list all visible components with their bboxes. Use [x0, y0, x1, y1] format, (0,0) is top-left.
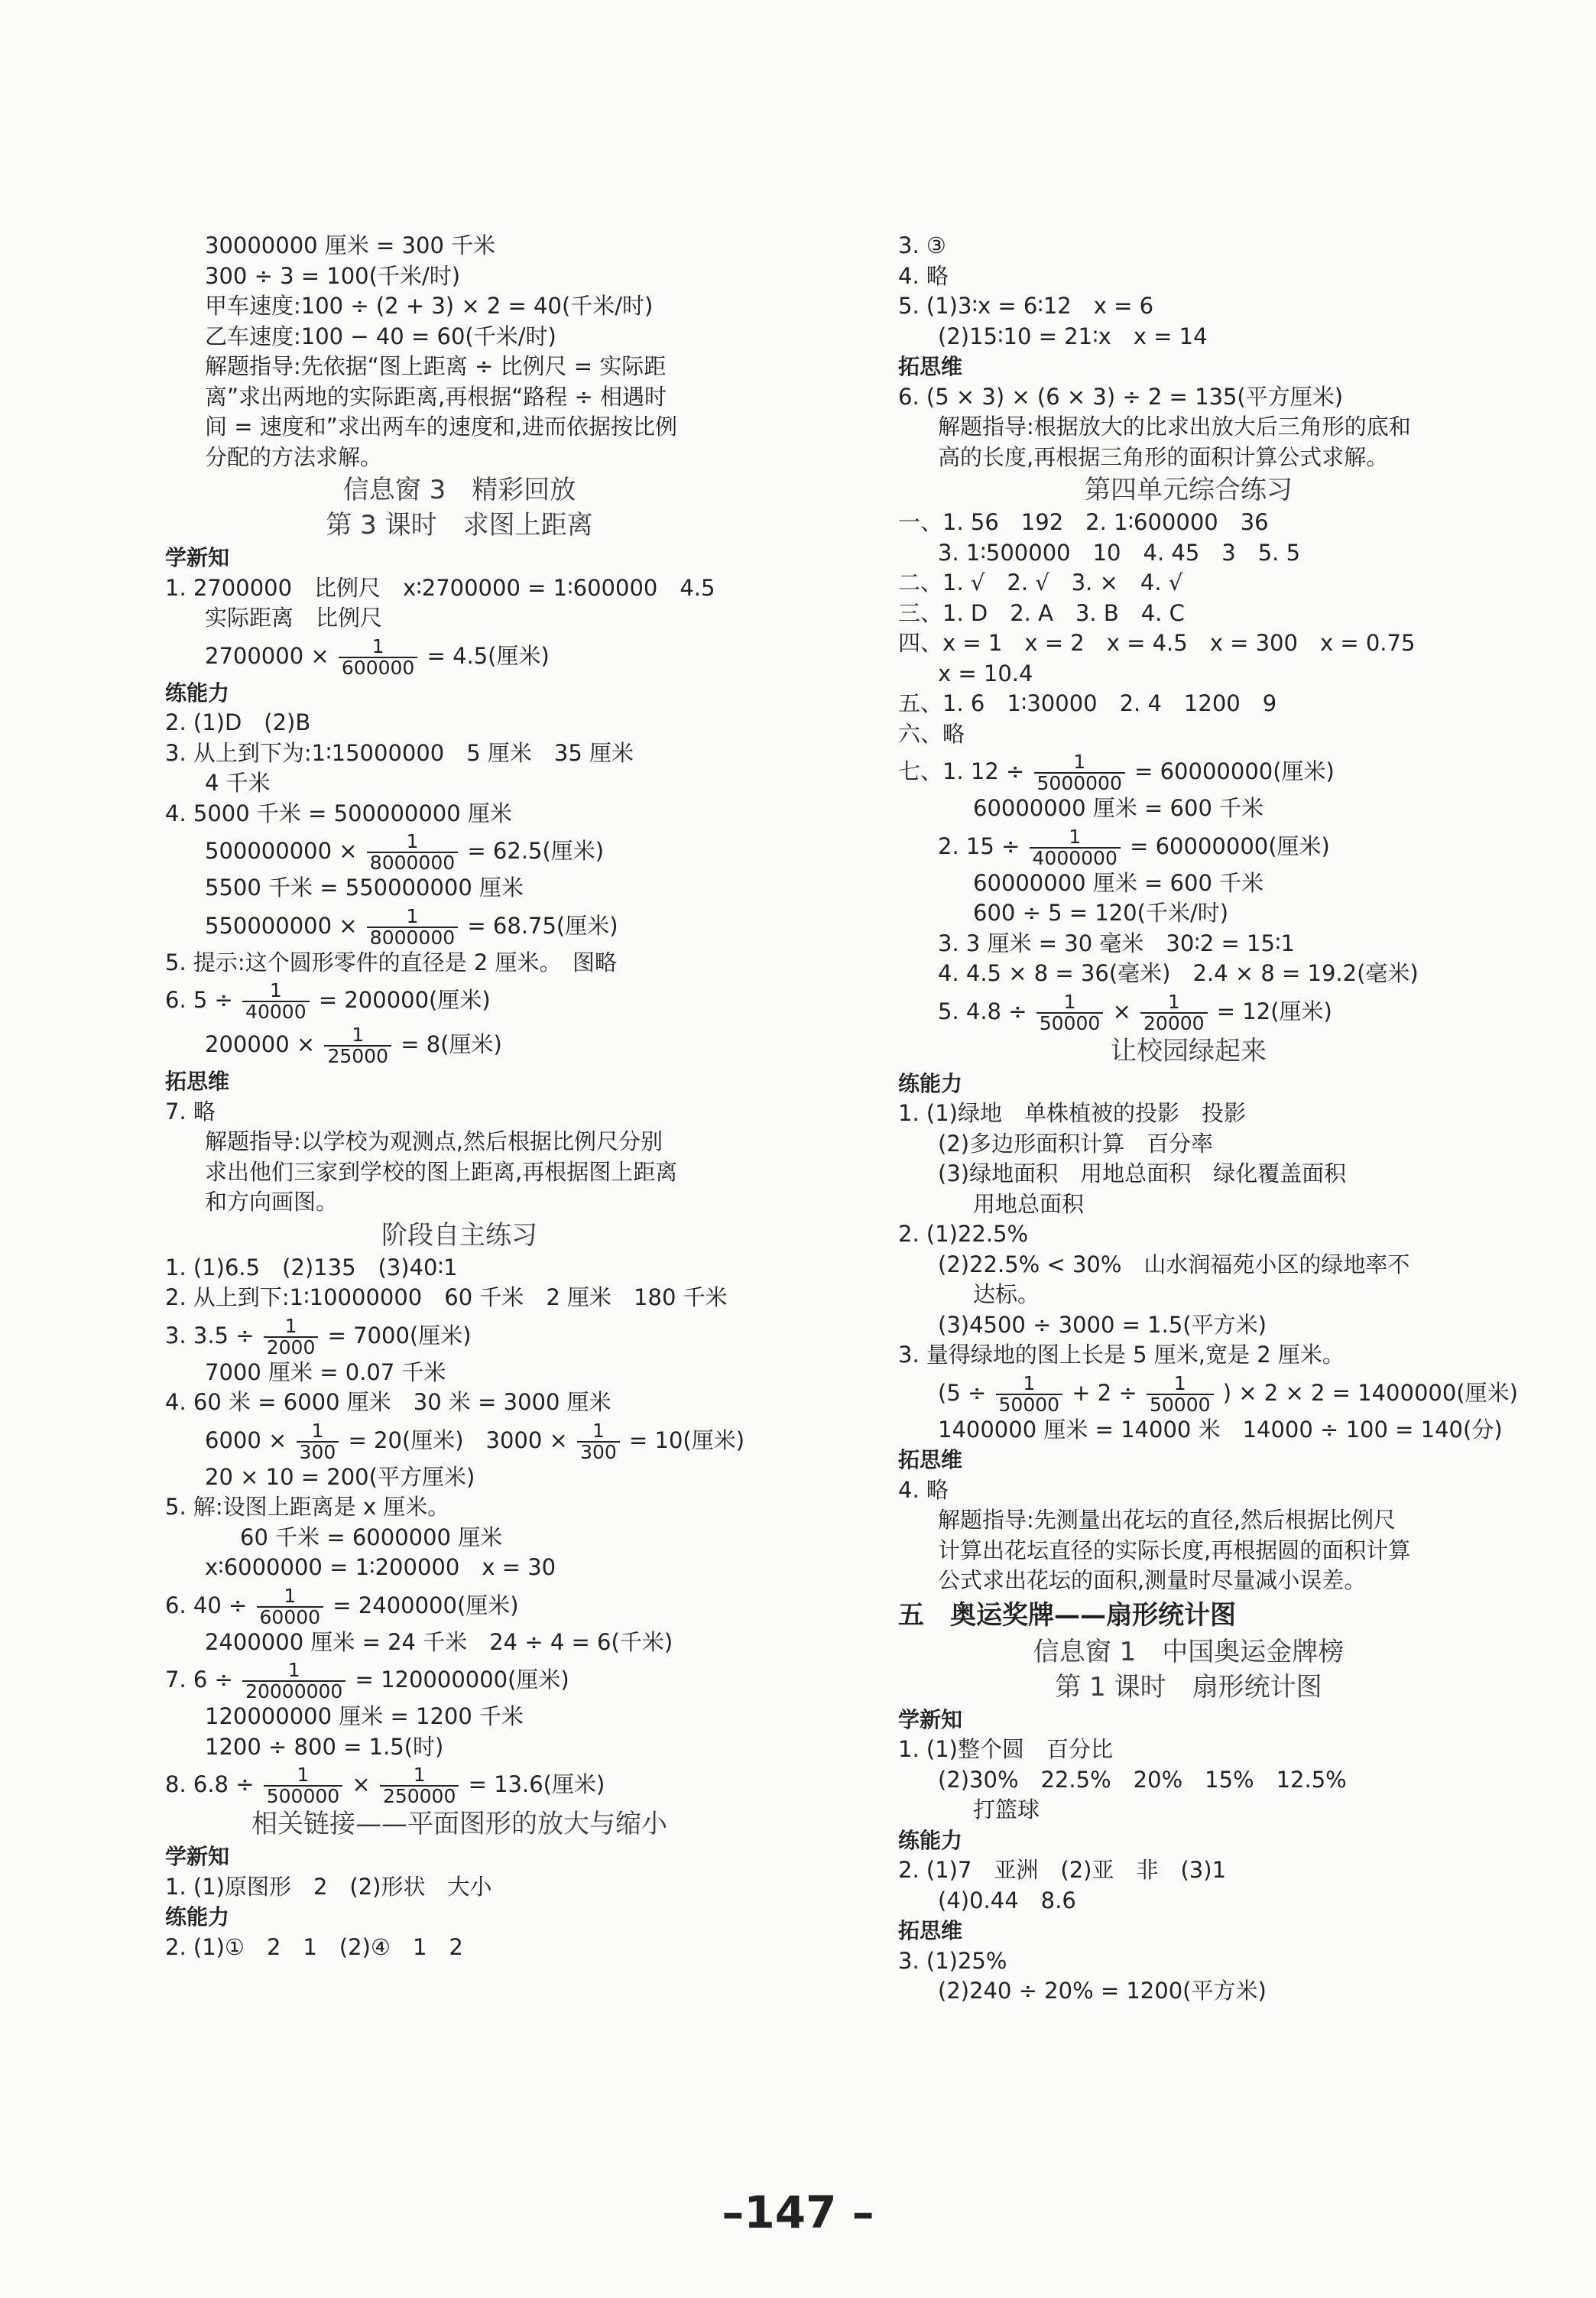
text-line: 高的长度,再根据三角形的面积计算公式求解。 [938, 443, 1389, 470]
text-line: 6. (5 × 3) × (6 × 3) ÷ 2 = 135(平方厘米) [898, 383, 1344, 410]
text-line: 5. 解:设图上距离是 x 厘米。 [165, 1494, 450, 1520]
text-line: 4. 60 米 = 6000 厘米 30 米 = 3000 厘米 [165, 1389, 611, 1415]
text-line: (2)15∶10 = 21∶x x = 14 [938, 323, 1208, 349]
text-line: 和方向画图。 [205, 1189, 339, 1215]
text-line: 300 ÷ 3 = 100(千米/时) [205, 262, 461, 289]
text-line: 解题指导:以学校为观测点,然后根据比例尺分别 [205, 1128, 663, 1154]
fraction-line: 500000000 × $\frac{1}{8000000}$ = 62.5(厘米) [205, 830, 605, 874]
fraction-line: 200000 × $\frac{1}{25000}$ = 8(厘米) [205, 1024, 502, 1067]
text-line: x∶6000000 = 1∶200000 x = 30 [205, 1554, 556, 1580]
text-line: 2400000 厘米 = 24 千米 24 ÷ 4 = 6(千米) [205, 1628, 673, 1655]
fraction: $\frac{1}{5000000}$ [1034, 752, 1125, 794]
page-number: –147 – [722, 2186, 874, 2238]
text-line: 4 千米 [205, 770, 271, 796]
text-line: 3. 1∶500000 10 4. 45 3 5. 5 [938, 539, 1301, 566]
text-line: (2)240 ÷ 20% = 1200(平方米) [938, 1978, 1267, 2004]
fraction: $\frac{1}{300}$ [297, 1421, 339, 1462]
text-line: 打篮球 [973, 1797, 1040, 1822]
text-line: (3)绿地面积 用地总面积 绿化覆盖面积 [938, 1160, 1347, 1186]
fraction-line: 6000 × $\frac{1}{300}$ = 20(厘米) 3000 × $\frac{1}{300}$ = 10(厘米) [205, 1419, 745, 1463]
text-line: 4. 4.5 × 8 = 36(毫米) 2.4 × 8 = 19.2(毫米) [938, 960, 1419, 986]
text-line: 1400000 厘米 = 14000 米 14000 ÷ 100 = 140(分) [938, 1416, 1503, 1443]
text-line: 三、1. D 2. A 3. B 4. C [898, 599, 1185, 626]
fraction: $\frac{1}{600000}$ [339, 637, 417, 678]
text-line: 2. (1)22.5% [898, 1221, 1029, 1247]
fraction-line: 550000000 × $\frac{1}{8000000}$ = 68.75(厘米) [205, 904, 618, 949]
fraction-line: 七、1. 12 ÷ $\frac{1}{5000000}$ = 60000000(厘米) [898, 751, 1335, 794]
section-heading: 信息窗 1 中国奥运金牌榜 [1033, 1636, 1345, 1667]
text-line: 1. (1)绿地 单株植被的投影 投影 [898, 1100, 1246, 1126]
fraction: $\frac{1}{8000000}$ [367, 907, 458, 948]
text-line: 600 ÷ 5 = 120(千米/时) [973, 900, 1229, 926]
section-heading: 阶段自主练习 [381, 1219, 537, 1251]
text-line: 5. 提示:这个圆形零件的直径是 2 厘米。 图略 [165, 949, 618, 975]
text-line: 1. (1)6.5 (2)135 (3)40∶1 [165, 1254, 458, 1280]
lesson-heading: 第 1 课时 扇形统计图 [1055, 1671, 1322, 1702]
text-line: 1. (1)整个圆 百分比 [898, 1736, 1113, 1762]
fraction: $\frac{1}{300}$ [577, 1421, 620, 1462]
fraction: $\frac{1}{50000}$ [1036, 992, 1104, 1034]
text-line: 5500 千米 = 550000000 厘米 [205, 875, 524, 901]
text-line: 3. 量得绿地的图上长是 5 厘米,宽是 2 厘米。 [898, 1342, 1345, 1368]
text-line: 四、x = 1 x = 2 x = 4.5 x = 300 x = 0.75 [898, 630, 1416, 656]
text-line: 3. 3 厘米 = 30 毫米 30∶2 = 15∶1 [938, 930, 1295, 956]
text-line: 120000000 厘米 = 1200 千米 [205, 1703, 524, 1729]
text-line: 2. (1)① 2 1 (2)④ 1 2 [165, 1933, 463, 1960]
text-line: 2. (1)D (2)B [165, 709, 311, 735]
fraction: $\frac{1}{250000}$ [380, 1765, 459, 1806]
text-line: 一、1. 56 192 2. 1∶600000 36 [898, 509, 1269, 535]
text-line: (2)22.5% < 30% 山水润福苑小区的绿地率不 [938, 1251, 1410, 1277]
text-line: (4)0.44 8.6 [938, 1887, 1076, 1913]
fraction-line: 5. 4.8 ÷ $\frac{1}{50000}$ × $\frac{1}{20000}$ = 12(厘米) [938, 990, 1332, 1034]
fraction: $\frac{1}{40000}$ [242, 981, 310, 1022]
text-line: 六、略 [898, 720, 965, 747]
fraction: $\frac{1}{50000}$ [996, 1374, 1063, 1415]
subsection-label: 练能力 [165, 1904, 230, 1930]
text-line: 分配的方法求解。 [205, 443, 383, 470]
fraction-line: 2. 15 ÷ $\frac{1}{4000000}$ = 60000000(厘米) [938, 825, 1330, 869]
right-column [898, 231, 1518, 2007]
text-line: 30000000 厘米 = 300 千米 [205, 232, 496, 258]
fraction: $\frac{1}{20000}$ [1140, 992, 1208, 1034]
subsection-label: 练能力 [165, 680, 230, 706]
subsection-label: 学新知 [898, 1706, 963, 1732]
text-line: 二、1. √ 2. √ 3. × 4. √ [898, 570, 1183, 596]
fraction-line: 6. 40 ÷ $\frac{1}{60000}$ = 2400000(厘米) [165, 1584, 519, 1628]
text-line: 2. (1)7 亚洲 (2)亚 非 (3)1 [898, 1857, 1227, 1883]
text-line: 7. 略 [165, 1098, 216, 1125]
text-line: (2)多边形面积计算 百分率 [938, 1130, 1214, 1157]
text-line: 达标。 [973, 1281, 1040, 1307]
text-line: (2)30% 22.5% 20% 15% 12.5% [938, 1766, 1347, 1793]
section-heading: 让校园绿起来 [1111, 1035, 1267, 1066]
fraction: $\frac{1}{4000000}$ [1030, 827, 1121, 868]
lesson-heading: 第 3 课时 求图上距离 [326, 510, 593, 540]
subsection-label: 学新知 [165, 545, 230, 570]
fraction-line: 8. 6.8 ÷ $\frac{1}{500000}$ × $\frac{1}{250000}$ = 13.6(厘米) [165, 1764, 605, 1807]
section-heading: 第四单元综合练习 [1085, 475, 1293, 505]
text-line: 2. 从上到下:1∶10000000 60 千米 2 厘米 180 千米 [165, 1284, 728, 1310]
text-line: 1200 ÷ 800 = 1.5(时) [205, 1733, 444, 1760]
subsection-label: 拓思维 [165, 1069, 230, 1094]
text-line: 3. ③ [898, 232, 946, 258]
subsection-label: 练能力 [898, 1827, 963, 1853]
text-line: 解题指导:先测量出花坛的直径,然后根据比例尺 [938, 1507, 1396, 1533]
fraction-line: 2700000 × $\frac{1}{600000}$ = 4.5(厘米) [205, 635, 550, 679]
section-heading: 信息窗 3 精彩回放 [342, 475, 576, 505]
text-line: 4. 略 [898, 262, 949, 289]
text-line: 20 × 10 = 200(平方厘米) [205, 1463, 475, 1490]
text-line: 解题指导:先依据“图上距离 ÷ 比例尺 = 实际距 [205, 353, 667, 379]
text-line: 用地总面积 [973, 1190, 1085, 1217]
subsection-label: 拓思维 [898, 354, 963, 379]
text-line: 五、1. 6 1∶30000 2. 4 1200 9 [898, 690, 1277, 716]
fraction: $\frac{1}{50000}$ [1147, 1374, 1214, 1415]
text-line: x = 10.4 [938, 660, 1033, 686]
fraction: $\frac{1}{25000}$ [324, 1025, 391, 1066]
text-line: 60000000 厘米 = 600 千米 [973, 869, 1264, 896]
fraction-line: (5 ÷ $\frac{1}{50000}$ + 2 ÷ $\frac{1}{50000}$ ) × 2 × 2 = 1400000(厘米) [938, 1371, 1518, 1416]
text-line: 4. 略 [898, 1476, 949, 1503]
subsection-label: 练能力 [898, 1070, 963, 1096]
subsection-label: 拓思维 [898, 1447, 963, 1472]
fraction: $\frac{1}{8000000}$ [367, 832, 458, 873]
fraction-line: 3. 3.5 ÷ $\frac{1}{2000}$ = 7000(厘米) [165, 1314, 472, 1358]
text-line: 实际距离 比例尺 [205, 605, 383, 631]
left-column [165, 231, 754, 1962]
fraction: $\frac{1}{2000}$ [264, 1316, 319, 1358]
text-line: 60 千米 = 6000000 厘米 [240, 1524, 503, 1550]
text-line: 3. (1)25% [898, 1947, 1007, 1974]
text-line: 解题指导:根据放大的比求出放大后三角形的底和 [938, 414, 1411, 440]
fraction: $\frac{1}{500000}$ [264, 1765, 342, 1806]
fraction-line: 6. 5 ÷ $\frac{1}{40000}$ = 200000(厘米) [165, 979, 491, 1023]
text-line: 甲车速度:100 ÷ (2 + 3) × 2 = 40(千米/时) [205, 293, 654, 319]
text-line: 4. 5000 千米 = 500000000 厘米 [165, 800, 512, 826]
fraction-line: 7. 6 ÷ $\frac{1}{20000000}$ = 120000000(厘米) [165, 1659, 569, 1702]
text-line: 60000000 厘米 = 600 千米 [973, 795, 1264, 821]
text-line: 乙车速度:100 − 40 = 60(千米/时) [205, 323, 556, 349]
text-line: (3)4500 ÷ 3000 = 1.5(平方米) [938, 1311, 1267, 1338]
text-line: 5. (1)3∶x = 6∶12 x = 6 [898, 293, 1154, 319]
text-line: 计算出花坛直径的实际长度,再根据圆的面积计算 [938, 1537, 1411, 1563]
fraction: $\frac{1}{60000}$ [257, 1586, 324, 1628]
text-line: 1. 2700000 比例尺 x∶2700000 = 1∶600000 4.5 [165, 574, 715, 601]
fraction: $\frac{1}{20000000}$ [242, 1660, 345, 1702]
subsection-label: 学新知 [165, 1844, 230, 1869]
text-line: 1. (1)原图形 2 (2)形状 大小 [165, 1873, 492, 1900]
unit-heading: 五 奥运奖牌——扇形统计图 [898, 1599, 1236, 1631]
text-line: 间 = 速度和”求出两车的速度和,进而依据按比例 [205, 414, 677, 440]
text-line: 离”求出两地的实际距离,再根据“路程 ÷ 相遇时 [205, 383, 667, 410]
text-line: 求出他们三家到学校的图上距离,再根据图上距离 [205, 1158, 678, 1185]
subsection-label: 拓思维 [898, 1918, 963, 1943]
text-line: 3. 从上到下为:1∶15000000 5 厘米 35 厘米 [165, 739, 634, 766]
text-line: 7000 厘米 = 0.07 千米 [205, 1358, 446, 1385]
text-line: 公式求出花坛的面积,测量时尽量减小误差。 [938, 1567, 1367, 1593]
section-heading: 相关链接——平面图形的放大与缩小 [251, 1809, 667, 1839]
